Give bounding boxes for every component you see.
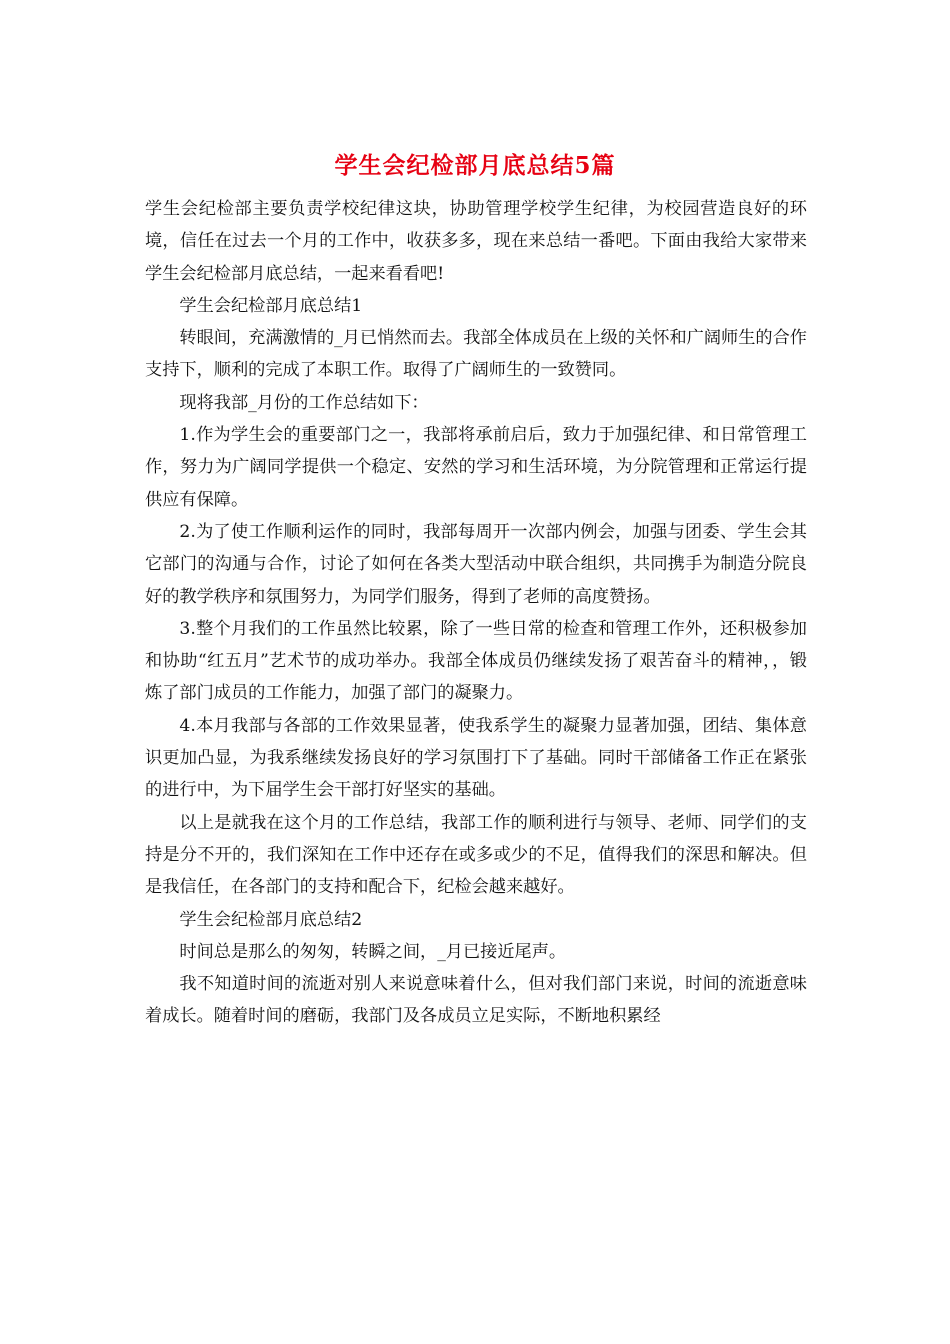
paragraph: 以上是就我在这个月的工作总结，我部工作的顺利进行与领导、老师、同学们的支持是分不开的，我们深知在工作中还存在或多或少的不足，值得我们的深思和解决。但是我信任，在各部门的支持和配合下，纪检会越来越好。 xyxy=(145,812,807,898)
section-heading-2: 学生会纪检部月底总结2 xyxy=(179,909,363,930)
list-item-2: 2.为了使工作顺利运作的同时，我部每周开一次部内例会，加强与团委、学生会其它部门的沟通与合作，讨论了如何在各类大型活动中联合组织，共同携手为制造分院良好的教学秩序和氛围努力，为同学们服务，得到了老师的高度赞扬。 xyxy=(145,521,807,607)
paragraph: 时间总是那么的匆匆，转瞬之间，_月已接近尾声。 xyxy=(179,941,567,962)
paragraph: 转眼间，充满激情的_月已悄然而去。我部全体成员在上级的关怀和广阔师生的合作支持下，顺利的完成了本职工作。取得了广阔师生的一致赞同。 xyxy=(145,328,807,381)
document-body xyxy=(145,193,807,1033)
list-item-3: 3.整个月我们的工作虽然比较累，除了一些日常的检查和管理工作外，还积极参加和协助“红五月”艺术节的成功举办。我部全体成员仍继续发扬了艰苦奋斗的精神，，锻炼了部门成员的工作能力，加强了部门的凝聚力。 xyxy=(145,618,807,704)
paragraph: 现将我部_月份的工作总结如下： xyxy=(179,392,429,413)
paragraph: 我不知道时间的流逝对别人来说意味着什么，但对我们部门来说，时间的流逝意味着成长。随着时间的磨砺，我部门及各成员立足实际，不断地积累经 xyxy=(145,974,807,1027)
list-item-1: 1.作为学生会的重要部门之一，我部将承前启后，致力于加强纪律、和日常管理工作，努力为广阔同学提供一个稳定、安然的学习和生活环境，为分院管理和正常运行提供应有保障。 xyxy=(145,425,807,510)
section-heading-1: 学生会纪检部月底总结1 xyxy=(179,295,363,316)
intro-paragraph: 学生会纪检部主要负责学校纪律这块，协助管理学校学生纪律，为校园营造良好的环境，信任在过去一个月的工作中，收获多多，现在来总结一番吧。下面由我给大家带来学生会纪检部月底总结，一起来看看吧! xyxy=(145,199,807,284)
list-item-4: 4.本月我部与各部的工作效果显著，使我系学生的凝聚力显著加强，团结、集体意识更加凸显，为我系继续发扬良好的学习氛围打下了基础。同时干部储备工作正在紧张的进行中，为下届学生会干部打好坚实的基础。 xyxy=(145,715,807,801)
document-title: 学生会纪检部月底总结5篇 xyxy=(334,152,616,179)
